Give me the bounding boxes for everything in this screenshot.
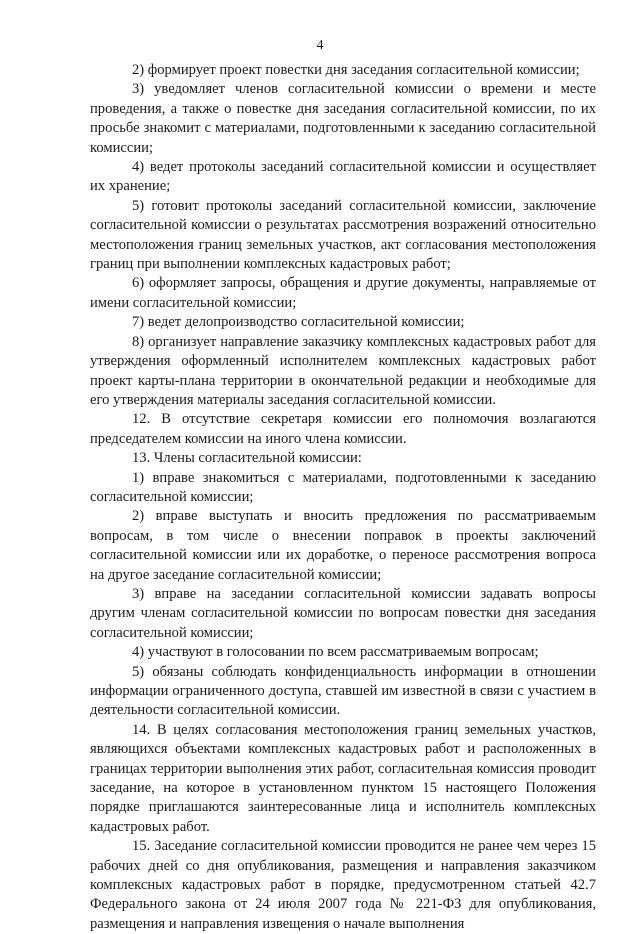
page-number: 4 (316, 38, 324, 53)
paragraph-item-6: 6) оформляет запросы, обращения и другие документы, направляемые от имени согласительной комиссии; (90, 275, 596, 311)
paragraph-member-item-2: 2) вправе выступать и вносить предложения по рассматриваемым вопросам, в том числе о внесении поправок в проекты заключений согласительной комиссии или их доработке, о переносе рассмотрения вопроса на другое заседание согласительной комиссии; (90, 508, 596, 583)
paragraph-item-3: 3) уведомляет членов согласительной комиссии о времени и месте проведения, а также о повестке дня заседания согласительной комиссии, по их просьбе знакомит с материалами, подготовленными к заседанию согласительной комиссии; (90, 81, 596, 156)
paragraph-clause-13: 13. Члены согласительной комиссии: (132, 450, 362, 467)
paragraph-clause-14: 14. В целях согласования местоположения границ земельных участков, являющихся объектами комплексных кадастровых работ и расположенных в границах территории выполнения этих работ, согласительная комиссия проводит заседание, на которое в установленном пунктом 15 настоящего Положения порядке приглашаются заинтересованные лица и исполнитель комплексных кадастровых работ. (90, 721, 596, 835)
paragraph-clause-15: 15. Заседание согласительной комиссии проводится не ранее чем через 15 рабочих дней со дня опубликования, размещения и направления заказчиком комплексных кадастровых работ в порядке, предусмотренном статьей 42.7 Федерального закона от 24 июля 2007 года № 221-ФЗ для опубликования, размещения и направления извещения о начале выполнения (90, 838, 596, 932)
paragraph-member-item-5: 5) обязаны соблюдать конфиденциальность информации в отношении информации ограниченного доступа, ставшей им известной в связи с участием в деятельности согласительной комиссии. (90, 663, 596, 719)
document-body (90, 61, 596, 934)
paragraph-clause-12: 12. В отсутствие секретаря комиссии его полномочия возлагаются председателем комиссии на иного члена комиссии. (90, 411, 596, 447)
paragraph-member-item-3: 3) вправе на заседании согласительной комиссии задавать вопросы другим членам согласительной комиссии по вопросам повестки дня заседания согласительной комиссии; (90, 585, 596, 641)
paragraph-item-7: 7) ведет делопроизводство согласительной комиссии; (132, 314, 465, 331)
paragraph-item-2: 2) формирует проект повестки дня заседания согласительной комиссии; (132, 62, 580, 78)
paragraph-member-item-4: 4) участвуют в голосовании по всем рассматриваемым вопросам; (132, 644, 539, 661)
paragraph-item-4: 4) ведет протоколы заседаний согласительной комиссии и осуществляет их хранение; (90, 159, 596, 195)
paragraph-member-item-1: 1) вправе знакомиться с материалами, подготовленными к заседанию согласительной комиссии; (90, 469, 596, 505)
paragraph-item-8: 8) организует направление заказчику комплексных кадастровых работ для утверждения оформленный исполнителем комплексных кадастровых работ проект карты-плана территории в окончательной редакции и необходимые для его утверждения материалы заседания согласительной комиссии. (90, 333, 596, 408)
paragraph-item-5: 5) готовит протоколы заседаний согласительной комиссии, заключение согласительной комиссии о результатах рассмотрения возражений относительно местоположения границ земельных участков, акт согласования местоположения границ при выполнении комплексных кадастровых работ; (90, 197, 596, 273)
